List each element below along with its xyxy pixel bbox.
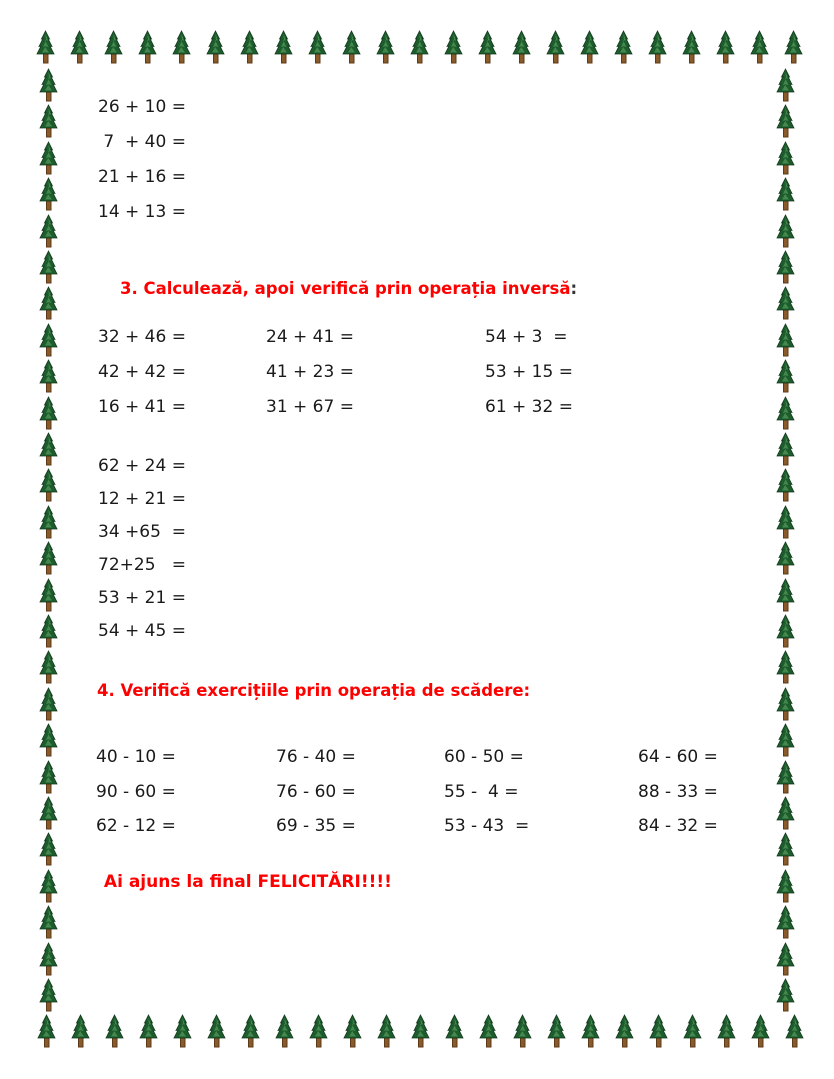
christmas-tree-icon [715, 30, 736, 64]
christmas-tree-icon [783, 30, 804, 64]
exercise-cell: 55 - 4 = [444, 781, 519, 802]
christmas-tree-icon [775, 250, 796, 284]
christmas-tree-icon [38, 723, 59, 757]
christmas-tree-icon [38, 942, 59, 976]
exercise-line: 12 + 21 = [98, 489, 186, 509]
exercise-cell: 76 - 60 = [276, 781, 356, 802]
exercise-cell: 69 - 35 = [276, 816, 356, 836]
exercise-line: 62 + 24 = [98, 456, 186, 476]
christmas-tree-icon [70, 1014, 91, 1048]
christmas-tree-icon [775, 68, 796, 102]
christmas-tree-icon [580, 1014, 601, 1048]
christmas-tree-icon [38, 760, 59, 794]
exercise-cell: 16 + 41 = [98, 397, 186, 417]
christmas-tree-icon [648, 1014, 669, 1048]
christmas-tree-icon [579, 30, 600, 64]
christmas-tree-icon [775, 942, 796, 976]
christmas-tree-icon [38, 869, 59, 903]
section3-heading-text: 3. Calculează, apoi verifică prin operația inversă [119, 279, 571, 298]
exercise-cell: 41 + 23 = [266, 362, 354, 382]
christmas-tree-icon [775, 468, 796, 502]
christmas-tree-icon [308, 1014, 329, 1048]
christmas-tree-icon [681, 30, 702, 64]
exercise-line: 7 + 40 = [98, 132, 186, 152]
christmas-tree-icon [409, 30, 430, 64]
christmas-tree-icon [775, 141, 796, 175]
section3-heading [97, 260, 577, 317]
christmas-tree-icon [38, 104, 59, 138]
christmas-tree-icon [38, 796, 59, 830]
christmas-tree-icon [239, 30, 260, 64]
christmas-tree-icon [775, 905, 796, 939]
christmas-tree-icon [647, 30, 668, 64]
christmas-tree-icon [775, 286, 796, 320]
christmas-tree-icon [775, 869, 796, 903]
christmas-tree-icon [240, 1014, 261, 1048]
christmas-tree-icon [38, 286, 59, 320]
christmas-tree-icon [775, 396, 796, 430]
exercise-cell: 90 - 60 = [96, 781, 176, 802]
intro-exercise-list [98, 90, 186, 230]
christmas-tree-icon [38, 905, 59, 939]
christmas-tree-icon [69, 30, 90, 64]
exercise-line: 34 +65 = [98, 522, 186, 542]
exercise-cell: 53 - 43 = [444, 816, 530, 836]
exercise-line: 21 + 16 = [98, 167, 186, 187]
christmas-tree-icon [478, 1014, 499, 1048]
christmas-tree-icon [775, 650, 796, 684]
christmas-tree-icon [138, 1014, 159, 1048]
section4-exercise-grid [96, 740, 718, 844]
exercise-line: 54 + 45 = [98, 621, 186, 641]
christmas-tree-icon [775, 760, 796, 794]
christmas-tree-icon [750, 1014, 771, 1048]
christmas-tree-icon [274, 1014, 295, 1048]
exercise-cell: 32 + 46 = [98, 327, 186, 347]
exercise-cell: 88 - 33 = [638, 781, 718, 802]
christmas-tree-icon [775, 359, 796, 393]
christmas-tree-icon [38, 468, 59, 502]
closing-message: Ai ajuns la final FELICITĂRI!!!! [98, 872, 392, 892]
christmas-tree-icon [775, 614, 796, 648]
exercise-cell: 53 + 15 = [485, 362, 573, 382]
christmas-tree-icon [206, 1014, 227, 1048]
christmas-tree-icon [511, 30, 532, 64]
christmas-tree-icon [775, 796, 796, 830]
christmas-tree-icon [775, 214, 796, 248]
christmas-tree-icon [273, 30, 294, 64]
christmas-tree-icon [38, 432, 59, 466]
christmas-tree-icon [38, 650, 59, 684]
exercise-line: 72+25 = [98, 555, 186, 575]
christmas-tree-icon [38, 359, 59, 393]
christmas-tree-icon [341, 30, 362, 64]
christmas-tree-icon [137, 30, 158, 64]
christmas-tree-icon [546, 1014, 567, 1048]
exercise-cell: 76 - 40 = [276, 747, 356, 767]
christmas-tree-icon [784, 1014, 805, 1048]
christmas-tree-icon [38, 141, 59, 175]
christmas-tree-icon [375, 30, 396, 64]
christmas-tree-icon [376, 1014, 397, 1048]
christmas-tree-icon [477, 30, 498, 64]
christmas-tree-icon [545, 30, 566, 64]
christmas-tree-icon [38, 323, 59, 357]
section3-extra-exercise-list [98, 450, 186, 648]
christmas-tree-icon [172, 1014, 193, 1048]
christmas-tree-icon [38, 614, 59, 648]
christmas-tree-icon [38, 250, 59, 284]
christmas-tree-icon [614, 1014, 635, 1048]
christmas-tree-icon [775, 687, 796, 721]
section4-heading: 4. Verifică exercițiile prin operația de scădere: [97, 681, 531, 700]
exercise-cell: 62 - 12 = [96, 816, 176, 836]
exercise-cell: 31 + 67 = [266, 397, 354, 417]
section3-exercise-grid [98, 320, 573, 425]
christmas-tree-icon [38, 177, 59, 211]
christmas-tree-icon [38, 505, 59, 539]
christmas-tree-icon [775, 723, 796, 757]
section3-heading-colon: : [570, 279, 578, 298]
christmas-tree-icon [775, 541, 796, 575]
christmas-tree-icon [410, 1014, 431, 1048]
christmas-tree-icon [716, 1014, 737, 1048]
exercise-line: 53 + 21 = [98, 588, 186, 608]
christmas-tree-icon [342, 1014, 363, 1048]
exercise-cell: 64 - 60 = [638, 747, 718, 767]
christmas-tree-icon [35, 30, 56, 64]
christmas-tree-icon [775, 323, 796, 357]
exercise-cell: 60 - 50 = [444, 747, 524, 767]
christmas-tree-icon [205, 30, 226, 64]
exercise-cell: 54 + 3 = [485, 327, 568, 347]
christmas-tree-icon [307, 30, 328, 64]
exercise-line: 14 + 13 = [98, 202, 186, 222]
christmas-tree-icon [38, 832, 59, 866]
christmas-tree-icon [682, 1014, 703, 1048]
christmas-tree-icon [38, 541, 59, 575]
christmas-tree-icon [512, 1014, 533, 1048]
christmas-tree-icon [775, 978, 796, 1012]
exercise-cell: 40 - 10 = [96, 747, 176, 767]
christmas-tree-icon [38, 68, 59, 102]
christmas-tree-icon [38, 978, 59, 1012]
christmas-tree-icon [38, 396, 59, 430]
christmas-tree-icon [444, 1014, 465, 1048]
christmas-tree-icon [36, 1014, 57, 1048]
christmas-tree-icon [775, 578, 796, 612]
christmas-tree-icon [775, 832, 796, 866]
exercise-cell: 42 + 42 = [98, 362, 186, 382]
christmas-tree-icon [749, 30, 770, 64]
christmas-tree-icon [103, 30, 124, 64]
christmas-tree-icon [38, 214, 59, 248]
christmas-tree-icon [38, 687, 59, 721]
christmas-tree-icon [775, 104, 796, 138]
christmas-tree-icon [775, 505, 796, 539]
christmas-tree-icon [171, 30, 192, 64]
christmas-tree-icon [613, 30, 634, 64]
christmas-tree-icon [443, 30, 464, 64]
exercise-cell: 61 + 32 = [485, 397, 573, 417]
christmas-tree-icon [775, 177, 796, 211]
exercise-cell: 84 - 32 = [638, 816, 718, 836]
christmas-tree-icon [775, 432, 796, 466]
exercise-line: 26 + 10 = [98, 97, 186, 117]
christmas-tree-icon [38, 578, 59, 612]
exercise-cell: 24 + 41 = [266, 327, 354, 347]
christmas-tree-icon [104, 1014, 125, 1048]
